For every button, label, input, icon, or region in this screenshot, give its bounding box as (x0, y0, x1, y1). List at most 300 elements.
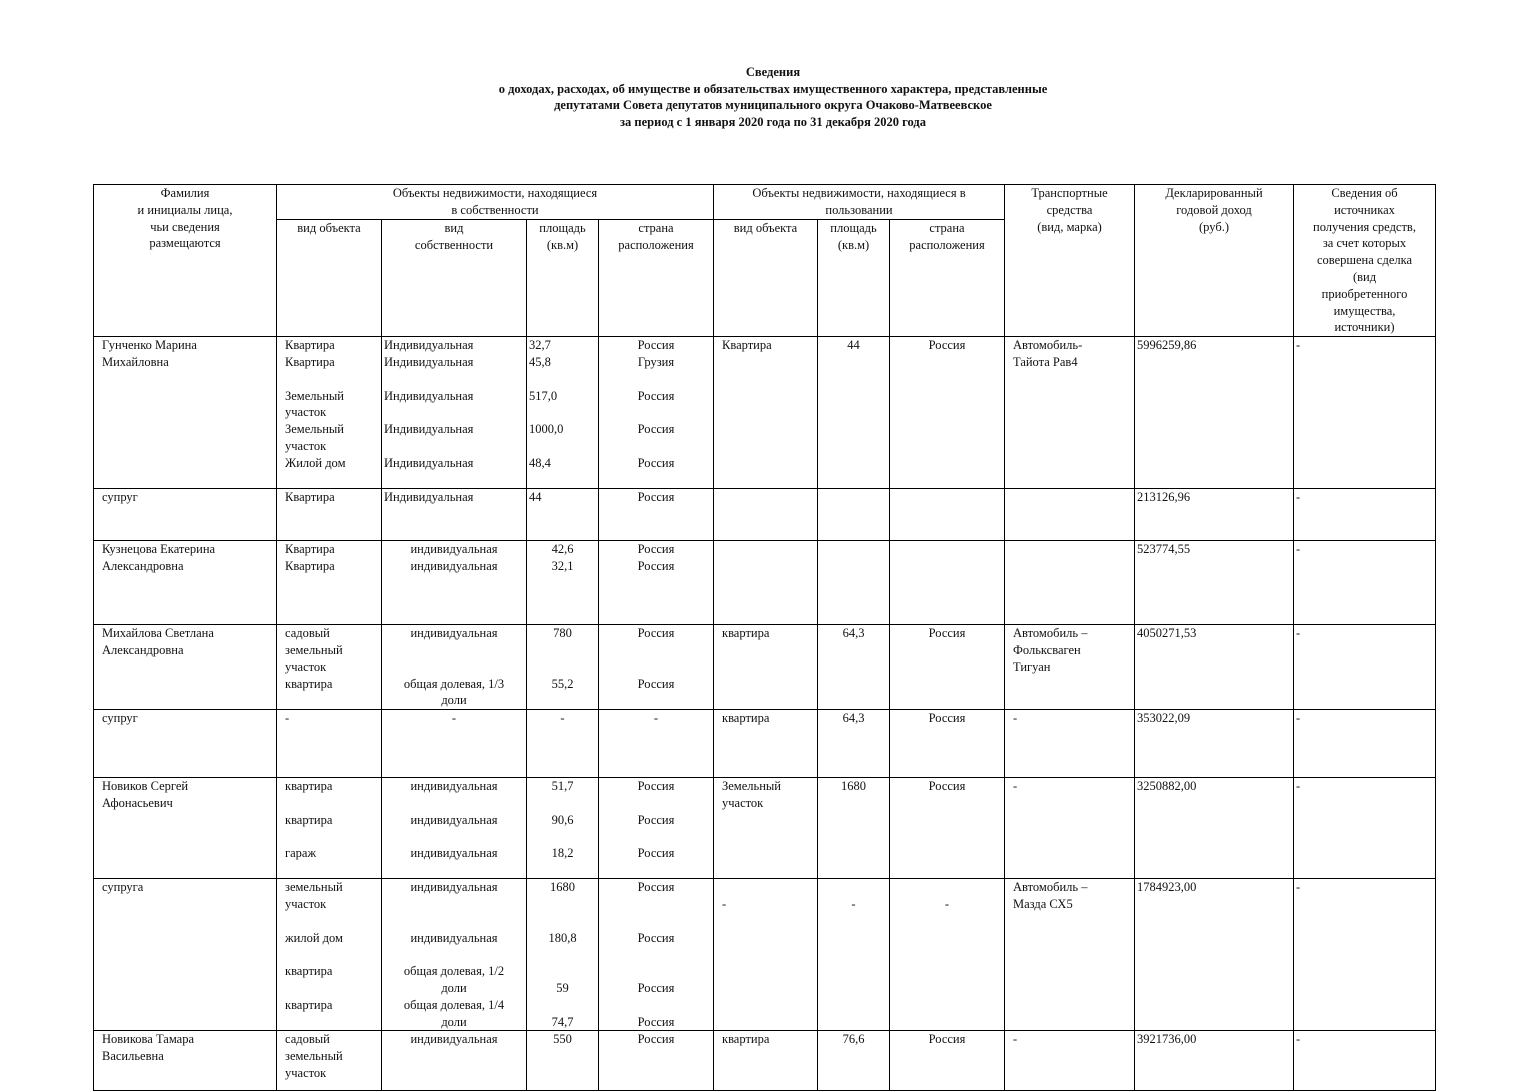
cell-line: приобретенного (1321, 286, 1408, 301)
vehicles-cell (1005, 710, 1135, 778)
owned-country-cell (599, 625, 714, 710)
cell-line: источниках (1334, 202, 1395, 217)
cell-line: 74,7 (551, 1014, 574, 1029)
cell-line: индивидуальная (410, 1032, 498, 1047)
cell-line: 1680 (550, 880, 575, 895)
owned-ownership-cell (382, 710, 527, 778)
cell-line: - (1013, 779, 1018, 794)
cell-line (601, 913, 711, 930)
cell-line: садовый (285, 626, 330, 641)
owned-country-cell (599, 337, 714, 489)
cell-line (384, 896, 524, 913)
cell-line (384, 642, 524, 659)
owned-country-cell (599, 489, 714, 541)
cell-line (529, 963, 596, 980)
cell-line: средства (1046, 202, 1093, 217)
owned-country-cell (599, 710, 714, 778)
cell-line: Россия (637, 455, 675, 470)
used-object-type-cell (714, 541, 818, 625)
cell-line (601, 997, 711, 1014)
cell-line: пользовании (825, 202, 893, 217)
cell-line (384, 404, 524, 421)
cell-line: общая долевая, 1/4 (403, 997, 505, 1012)
cell-line: 213126,96 (1137, 490, 1191, 505)
owned-ownership-cell (382, 879, 527, 1031)
used-country-cell (890, 489, 1005, 541)
used-country-cell (890, 879, 1005, 1031)
cell-line: 180,8 (548, 930, 577, 945)
cell-line: площадь (830, 220, 877, 235)
sources-cell (1294, 541, 1436, 625)
person-name-cell (94, 541, 277, 625)
cell-line: 64,3 (842, 626, 865, 641)
cell-line: Александровна (102, 642, 184, 657)
person-name-cell (94, 778, 277, 879)
cell-line: в собственности (451, 202, 539, 217)
cell-line: и инициалы лица, (137, 202, 233, 217)
cell-line (529, 642, 596, 659)
owned-object-type-cell (277, 625, 382, 710)
vehicles-cell (1005, 337, 1135, 489)
cell-line: - (1296, 338, 1301, 353)
sources-cell (1294, 337, 1436, 489)
used-country-cell (890, 778, 1005, 879)
cell-line (285, 795, 379, 812)
cell-line (529, 913, 596, 930)
cell-line: собственности (414, 237, 494, 252)
cell-line: 523774,55 (1137, 542, 1191, 557)
cell-line (601, 829, 711, 846)
cell-line: - (560, 711, 565, 726)
header-income (1135, 185, 1294, 337)
sources-cell (1294, 879, 1436, 1031)
cell-line: - (1296, 626, 1301, 641)
header-owned-type (277, 219, 382, 336)
cell-line: Россия (637, 626, 675, 641)
cell-line: 48,4 (529, 455, 551, 470)
owned-country-cell (599, 879, 714, 1031)
cell-line: Россия (637, 1014, 675, 1029)
document-title (0, 64, 1528, 130)
cell-line: Индивидуальная (384, 455, 474, 470)
cell-line: гараж (285, 846, 317, 861)
table-row (94, 710, 1436, 778)
cell-line: Кузнецова Екатерина (102, 542, 216, 557)
table-row (94, 489, 1436, 541)
cell-line: - (1296, 1032, 1301, 1047)
table-body (94, 337, 1436, 1091)
income-cell (1135, 1031, 1294, 1091)
used-country-cell (890, 625, 1005, 710)
cell-line: 51,7 (551, 779, 574, 794)
cell-line (285, 371, 379, 388)
cell-line: Мазда СХ5 (1013, 896, 1073, 911)
cell-line (384, 659, 524, 676)
cell-line: - (1013, 1032, 1018, 1047)
cell-line: Декларированный (1165, 186, 1263, 200)
cell-line: Россия (637, 779, 675, 794)
header-vehicles (1005, 185, 1135, 337)
used-object-type-cell (714, 879, 818, 1031)
cell-line (601, 896, 711, 913)
cell-line: Земельный (722, 779, 781, 794)
declaration-table (93, 184, 1436, 1091)
used-area-cell (818, 1031, 890, 1091)
cell-line: Индивидуальная (384, 422, 474, 437)
cell-line: (кв.м) (837, 237, 870, 252)
table-row (94, 541, 1436, 625)
cell-line (285, 829, 379, 846)
cell-line: расположения (909, 237, 985, 252)
cell-line: Фамилия (160, 186, 210, 200)
cell-line: супруг (102, 490, 138, 505)
used-country-cell (890, 1031, 1005, 1091)
owned-object-type-cell (277, 710, 382, 778)
cell-line (384, 795, 524, 812)
cell-line: индивидуальная (410, 812, 498, 827)
owned-area-cell (527, 337, 599, 489)
used-object-type-cell (714, 778, 818, 879)
cell-line: Квартира (722, 338, 772, 353)
cell-line: Россия (637, 930, 675, 945)
cell-line: Автомобиль – (1013, 626, 1088, 641)
cell-line: участок (285, 659, 327, 674)
cell-line (722, 541, 815, 558)
cell-line (892, 489, 1002, 506)
cell-line: Гунченко Марина (102, 338, 197, 353)
cell-line: Россия (637, 980, 675, 995)
cell-line: 4050271,53 (1137, 626, 1197, 641)
cell-line: Квартира (285, 558, 335, 573)
cell-line: Объекты недвижимости, находящиеся в (752, 186, 966, 200)
cell-line: - (944, 896, 950, 911)
cell-line: вид объекта (733, 220, 798, 235)
cell-line (601, 404, 711, 421)
used-country-cell (890, 541, 1005, 625)
cell-line: - (1296, 542, 1301, 557)
cell-line: супруг (102, 711, 138, 726)
used-object-type-cell (714, 1031, 818, 1091)
cell-line: квартира (285, 779, 333, 794)
used-country-cell (890, 710, 1005, 778)
person-name-cell (94, 1031, 277, 1091)
cell-line: участок (722, 795, 764, 810)
cell-line (601, 963, 711, 980)
cell-line (529, 997, 596, 1014)
cell-line: 44 (529, 490, 542, 505)
cell-line (529, 371, 596, 388)
used-country-cell (890, 337, 1005, 489)
cell-line: Индивидуальная (384, 354, 474, 369)
cell-line (285, 946, 379, 963)
cell-line (601, 795, 711, 812)
owned-country-cell (599, 541, 714, 625)
cell-line: - (451, 711, 457, 726)
cell-line: индивидуальная (410, 542, 498, 557)
owned-area-cell (527, 489, 599, 541)
header-owned-group (277, 185, 714, 220)
cell-line: 550 (553, 1032, 572, 1047)
cell-line: квартира (722, 626, 770, 641)
cell-line: Россия (928, 711, 966, 726)
cell-line: вид объекта (297, 220, 361, 235)
cell-line: вид (444, 220, 464, 235)
cell-line (601, 659, 711, 676)
cell-line: индивидуальная (410, 880, 498, 895)
cell-line: чьи сведения (150, 219, 220, 234)
cell-line: Россия (928, 338, 966, 353)
cell-line: Автомобиль- (1013, 338, 1083, 353)
cell-line: (вид, марка) (1037, 219, 1102, 234)
cell-line: Новиков Сергей (102, 779, 189, 794)
cell-line (529, 438, 596, 455)
cell-line (601, 371, 711, 388)
owned-area-cell (527, 778, 599, 879)
cell-line: годовой доход (1176, 202, 1252, 217)
cell-line (601, 438, 711, 455)
used-area-cell (818, 625, 890, 710)
cell-line: квартира (285, 997, 333, 1012)
cell-line: 76,6 (842, 1032, 865, 1047)
header-owned-country (599, 219, 714, 336)
cell-line: 44 (847, 338, 860, 353)
sources-cell (1294, 778, 1436, 879)
person-name-cell (94, 625, 277, 710)
owned-area-cell (527, 710, 599, 778)
cell-line (1013, 541, 1132, 558)
used-object-type-cell (714, 710, 818, 778)
cell-line: - (722, 896, 727, 911)
sources-cell (1294, 625, 1436, 710)
cell-line: индивидуальная (410, 626, 498, 641)
owned-ownership-cell (382, 541, 527, 625)
cell-line: получения средств, (1313, 219, 1416, 234)
cell-line (892, 879, 1002, 896)
person-name-cell (94, 879, 277, 1031)
vehicles-cell (1005, 489, 1135, 541)
owned-object-type-cell (277, 879, 382, 1031)
vehicles-cell (1005, 879, 1135, 1031)
cell-line: Россия (637, 676, 675, 691)
cell-line: 517,0 (529, 388, 558, 403)
cell-line: - (1296, 490, 1301, 505)
cell-line: 1784923,00 (1137, 880, 1197, 895)
owned-ownership-cell (382, 1031, 527, 1091)
owned-ownership-cell (382, 778, 527, 879)
owned-object-type-cell (277, 778, 382, 879)
cell-line: Индивидуальная (384, 490, 474, 505)
cell-line: имущества, (1333, 303, 1396, 318)
owned-object-type-cell (277, 337, 382, 489)
cell-line: индивидуальная (410, 779, 498, 794)
owned-ownership-cell (382, 489, 527, 541)
cell-line (529, 829, 596, 846)
cell-line: 5996259,86 (1137, 338, 1197, 353)
cell-line: доли (441, 693, 467, 708)
cell-line: Квартира (285, 542, 335, 557)
used-area-cell (818, 710, 890, 778)
cell-line: - (851, 896, 856, 911)
cell-line: Фольксваген (1013, 642, 1081, 657)
cell-line: Васильевна (102, 1049, 164, 1064)
owned-area-cell (527, 541, 599, 625)
cell-line: Россия (637, 388, 675, 403)
table-row (94, 879, 1436, 1031)
vehicles-cell (1005, 1031, 1135, 1091)
cell-line: квартира (722, 711, 770, 726)
cell-line: 32,1 (551, 558, 574, 573)
cell-line: 1000,0 (529, 422, 564, 437)
cell-line: общая долевая, 1/3 (403, 676, 505, 691)
cell-line (820, 541, 887, 558)
cell-line (601, 642, 711, 659)
cell-line (722, 879, 815, 896)
person-name-cell (94, 710, 277, 778)
sources-cell (1294, 1031, 1436, 1091)
cell-line: земельный (285, 642, 343, 657)
cell-line (601, 946, 711, 963)
cell-line: Квартира (285, 338, 335, 353)
owned-area-cell (527, 1031, 599, 1091)
cell-line: - (1296, 711, 1301, 726)
cell-line: участок (285, 1065, 327, 1080)
cell-line (820, 879, 887, 896)
header-used-type (714, 219, 818, 336)
cell-line (384, 946, 524, 963)
cell-line: источники) (1334, 320, 1395, 335)
cell-line: 3250882,00 (1137, 779, 1197, 794)
vehicles-cell (1005, 541, 1135, 625)
cell-line: 59 (556, 980, 569, 995)
cell-line: Россия (637, 812, 675, 827)
header-used-country (890, 219, 1005, 336)
income-cell (1135, 710, 1294, 778)
cell-line: Автомобиль – (1013, 880, 1088, 895)
cell-line: земельный (285, 1049, 343, 1064)
cell-line: страна (638, 220, 674, 235)
used-area-cell (818, 879, 890, 1031)
cell-line: Сведения об (1331, 186, 1398, 200)
cell-line: Михайлова Светлана (102, 626, 214, 641)
cell-line: Россия (637, 422, 675, 437)
table-row (94, 778, 1436, 879)
cell-line: - (1296, 880, 1301, 895)
income-cell (1135, 489, 1294, 541)
title-line-3: депутатами Совета депутатов муниципального округа Очаково-Матвеевское (554, 98, 992, 112)
cell-line: квартира (285, 964, 333, 979)
cell-line: (вид (1352, 269, 1377, 284)
cell-line: Земельный (285, 388, 344, 403)
used-object-type-cell (714, 625, 818, 710)
cell-line: участок (285, 896, 327, 911)
used-object-type-cell (714, 489, 818, 541)
cell-line: Россия (637, 880, 675, 895)
header-used-area (818, 219, 890, 336)
cell-line: Жилой дом (285, 455, 346, 470)
owned-area-cell (527, 625, 599, 710)
cell-line: индивидуальная (410, 558, 498, 573)
cell-line: 780 (553, 626, 572, 641)
cell-line (892, 541, 1002, 558)
cell-line: Земельный (285, 422, 344, 437)
cell-line: общая долевая, 1/2 (403, 964, 505, 979)
header-owned-ownership (382, 219, 527, 336)
cell-line: Индивидуальная (384, 338, 474, 353)
header-person (94, 185, 277, 337)
header-sources (1294, 185, 1436, 337)
used-area-cell (818, 778, 890, 879)
cell-line (529, 946, 596, 963)
cell-line: доли (441, 980, 467, 995)
cell-line: Транспортные (1031, 186, 1108, 200)
cell-line (384, 913, 524, 930)
cell-line (529, 659, 596, 676)
cell-line: доли (441, 1014, 467, 1029)
cell-line: (руб.) (1199, 219, 1229, 234)
cell-line: Россия (637, 490, 675, 505)
cell-line: садовый (285, 1032, 330, 1047)
income-cell (1135, 778, 1294, 879)
cell-line (384, 829, 524, 846)
cell-line: Новикова Тамара (102, 1032, 195, 1047)
cell-line: Россия (637, 846, 675, 861)
owned-ownership-cell (382, 337, 527, 489)
owned-area-cell (527, 879, 599, 1031)
cell-line: Россия (637, 558, 675, 573)
used-area-cell (818, 337, 890, 489)
cell-line: Квартира (285, 354, 335, 369)
cell-line: Квартира (285, 490, 335, 505)
cell-line: Афонасьевич (102, 795, 173, 810)
cell-line: Россия (928, 626, 966, 641)
cell-line (1013, 489, 1132, 506)
cell-line: Тайота Рав4 (1013, 354, 1078, 369)
cell-line: Александровна (102, 558, 184, 573)
cell-line: 1680 (841, 779, 866, 794)
cell-line: квартира (285, 812, 333, 827)
cell-line: 55,2 (551, 676, 574, 691)
owned-object-type-cell (277, 1031, 382, 1091)
cell-line: площадь (539, 220, 586, 235)
cell-line: - (285, 711, 290, 726)
cell-line (384, 371, 524, 388)
cell-line: - (1013, 711, 1018, 726)
cell-line: квартира (285, 676, 333, 691)
person-name-cell (94, 489, 277, 541)
sources-cell (1294, 489, 1436, 541)
cell-line (285, 980, 379, 997)
income-cell (1135, 541, 1294, 625)
person-name-cell (94, 337, 277, 489)
vehicles-cell (1005, 778, 1135, 879)
cell-line: 64,3 (842, 711, 865, 726)
owned-ownership-cell (382, 625, 527, 710)
income-cell (1135, 337, 1294, 489)
cell-line: индивидуальная (410, 846, 498, 861)
cell-line: за счет которых (1322, 236, 1407, 251)
header-owned-area (527, 219, 599, 336)
cell-line: Россия (637, 1032, 675, 1047)
table-row (94, 625, 1436, 710)
cell-line: совершена сделка (1316, 253, 1413, 268)
cell-line: 42,6 (551, 542, 574, 557)
cell-line (722, 489, 815, 506)
title-line-1: Сведения (745, 65, 801, 79)
cell-line: страна (929, 220, 965, 235)
income-cell (1135, 625, 1294, 710)
cell-line: Россия (928, 1032, 966, 1047)
cell-line: супруга (102, 880, 144, 895)
